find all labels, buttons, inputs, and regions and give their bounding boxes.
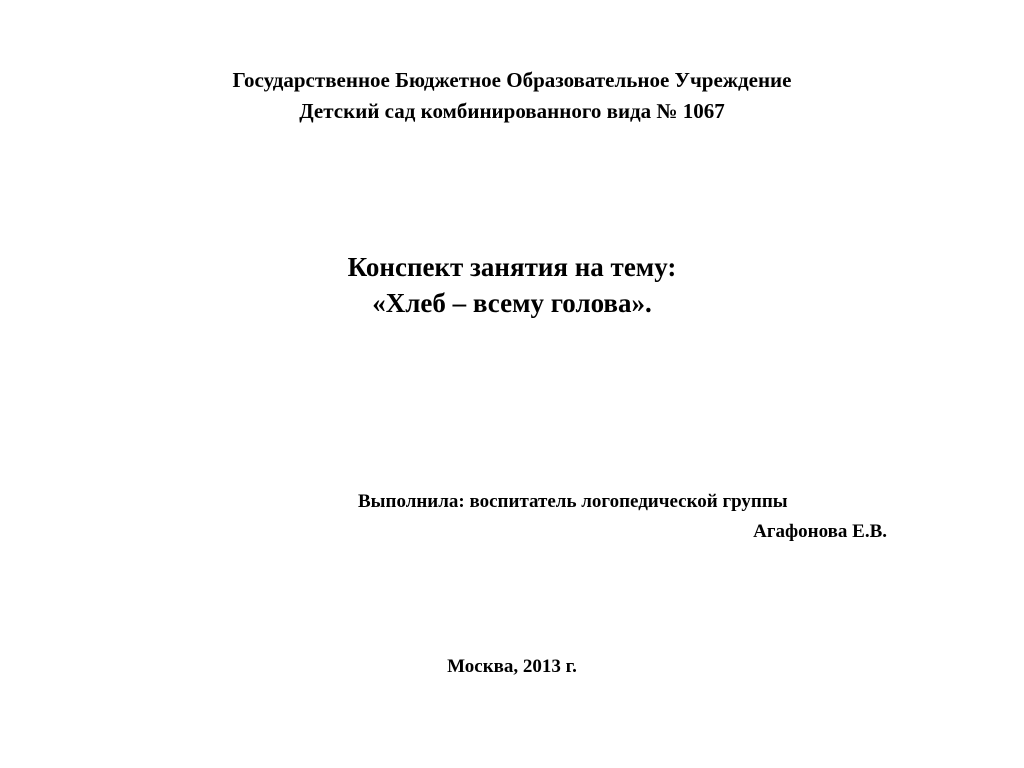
kindergarten-name: Детский сад комбинированного вида № 1067 — [299, 99, 725, 123]
author-name: Агафонова Е.В. — [753, 521, 887, 542]
place-and-year: Москва, 2013 г. — [447, 656, 577, 677]
document-title: Конспект занятия на тему: — [347, 252, 677, 282]
author-role: Выполнила: воспитатель логопедической группы — [358, 491, 788, 512]
lesson-topic: «Хлеб – всему голова». — [372, 288, 652, 318]
institution-name: Государственное Бюджетное Образовательное Учреждение — [232, 68, 792, 92]
